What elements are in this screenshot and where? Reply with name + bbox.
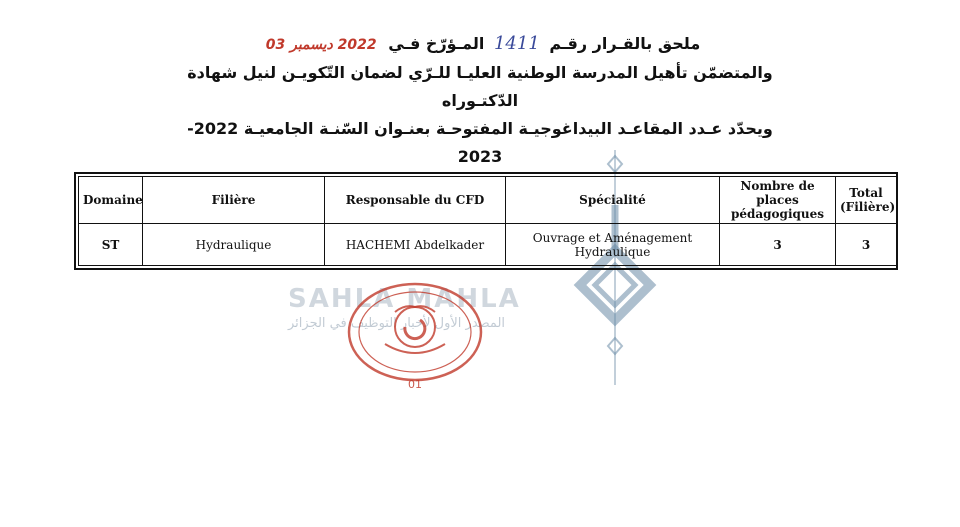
header-domaine: Domaine xyxy=(79,177,143,224)
header-line-1 xyxy=(180,30,780,59)
table-header-row xyxy=(79,177,897,224)
places-table-frame xyxy=(74,172,898,270)
document-header xyxy=(180,30,780,171)
header-total: Total (Filière) xyxy=(836,177,897,224)
header-filiere: Filière xyxy=(143,177,325,224)
header-line-3: ويحدّد عـدد المقاعـد البيداغوجيـة المفتوحـة بعنـوان السّنـة الجامعيـة 2022-2023 xyxy=(187,119,773,166)
official-seal-icon xyxy=(345,282,485,397)
cell-filiere: Hydraulique xyxy=(143,224,325,266)
watermark-brand: SAHLA MAHLA xyxy=(288,284,521,314)
header-specialite: Spécialité xyxy=(506,177,720,224)
date-stamp: 2022 ديسمبر 03 xyxy=(265,37,377,53)
decree-number: 1411 xyxy=(493,33,540,54)
header-line1-prefix: ملحق بالقـرار رقـم xyxy=(549,34,701,53)
cell-nombre-places: 3 xyxy=(720,224,836,266)
cell-responsable: HACHEMI Abdelkader xyxy=(325,224,506,266)
watermark-tagline: المصدر الأول لأخبار التوظيف في الجزائر xyxy=(288,316,506,331)
cell-total: 3 xyxy=(836,224,897,266)
header-line1-middle: المـؤرّخ فـي xyxy=(388,34,485,53)
header-responsable: Responsable du CFD xyxy=(325,177,506,224)
cell-domaine: ST xyxy=(79,224,143,266)
table-row xyxy=(79,224,897,266)
cell-specialite: Ouvrage et Aménagement Hydraulique xyxy=(506,224,720,266)
header-line-2: والمتضمّن تأهيل المدرسة الوطنية العليـا للـرّي لضمان التّكويـن لنيل شهادة الدّكتـوراه xyxy=(187,63,773,110)
stamp-number: 01 xyxy=(408,378,422,391)
places-table xyxy=(78,176,897,266)
header-nombre-places: Nombre de places pédagogiques xyxy=(720,177,836,224)
